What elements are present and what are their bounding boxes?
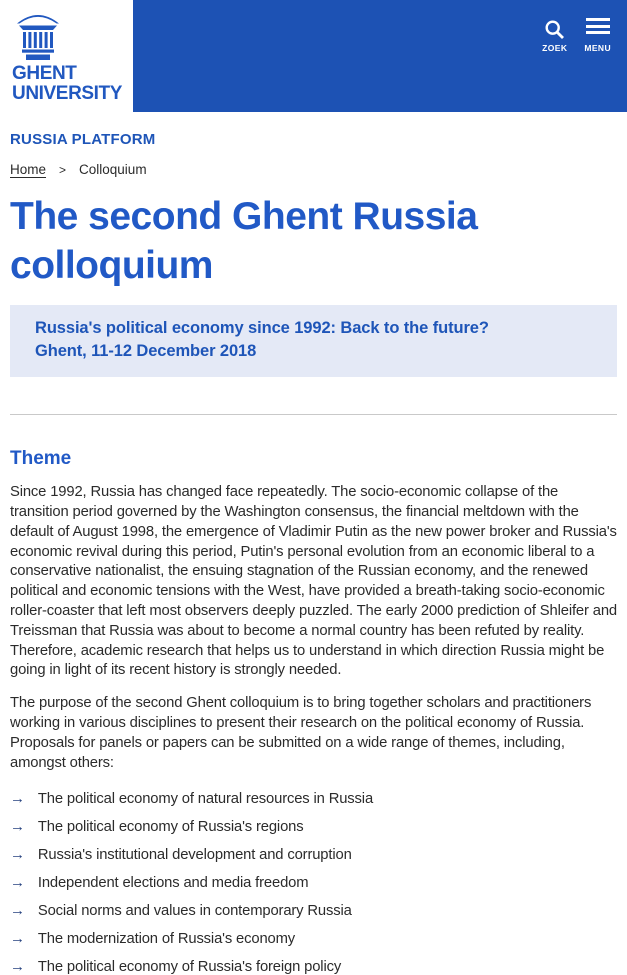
arrow-right-icon: → <box>10 846 25 864</box>
breadcrumb <box>10 162 617 177</box>
arrow-right-icon: → <box>10 958 25 975</box>
list-item <box>10 790 617 807</box>
list-item <box>10 958 617 975</box>
university-temple-icon <box>12 8 64 60</box>
search-label: ZOEK <box>542 43 568 53</box>
theme-paragraph-2: The purpose of the second Ghent colloquium is to bring together scholars and practitioners working in various disciplines to present their research on the political economy of Russia. Proposals for panels or papers can be submitted on a wide range of themes, including, amongst others: <box>10 695 592 771</box>
breadcrumb-home-link[interactable]: Home <box>10 162 47 177</box>
menu-button[interactable] <box>584 18 611 53</box>
header-actions <box>542 18 611 53</box>
list-item-label: Independent elections and media freedom <box>37 875 309 892</box>
arrow-right-icon: → <box>10 930 25 948</box>
list-item-label: The political economy of Russia's foreign policy <box>37 959 342 975</box>
list-item-label: Russia's institutional development and corruption <box>37 847 352 864</box>
list-item-label: The political economy of natural resources in Russia <box>37 791 374 808</box>
arrow-right-icon: → <box>10 818 25 836</box>
menu-label: MENU <box>584 43 611 53</box>
breadcrumb-separator-icon: > <box>59 162 67 177</box>
ghent-university-logo[interactable] <box>0 0 133 112</box>
list-item-label: Social norms and values in contemporary Russia <box>37 903 352 920</box>
search-button[interactable] <box>542 18 567 53</box>
page-title: The second Ghent Russia colloquium <box>10 195 478 288</box>
event-subtitle: Russia's political economy since 1992: Back to the future? <box>35 319 489 338</box>
arrow-right-icon: → <box>10 874 25 892</box>
arrow-right-icon: → <box>10 790 25 808</box>
theme-topics-list <box>10 790 617 975</box>
platform-title-link[interactable]: RUSSIA PLATFORM <box>10 131 156 148</box>
list-item <box>10 874 617 891</box>
list-item-label: The political economy of Russia's regions <box>37 819 304 836</box>
header-blue-bar <box>133 0 627 112</box>
logo-line-2: UNIVERSITY <box>12 83 123 104</box>
theme-paragraph-1: Since 1992, Russia has changed face repeatedly. The socio-economic collapse of the transition period governed by the Washington consensus, the financial meltdown with the default of August 1998, the emergence of Vladimir Putin as the new power broker and Russia's economic revival during this period, Putin's personal evolution from an economic liberal to a conservative nationalist, the ensuing stagnation of the Russian economy, and the renewed political and economic tensions with the West, have provided a breath-taking socio-economic roller-coaster that left most observers deeply puzzled. The early 2000 prediction of Shleifer and Treissman that Russia was about to become a normal country has been refuted by reality. Therefore, academic research that helps us to understand in which direction Russia might be going in light of its recent history is strongly needed. <box>10 484 617 679</box>
event-highlight-box <box>10 305 617 377</box>
site-header <box>0 0 627 112</box>
list-item <box>10 846 617 863</box>
search-icon <box>544 18 565 40</box>
list-item <box>10 818 617 835</box>
event-date-location: Ghent, 11-12 December 2018 <box>35 342 257 361</box>
main-content <box>0 112 627 975</box>
list-item <box>10 902 617 919</box>
list-item <box>10 930 617 947</box>
arrow-right-icon: → <box>10 902 25 920</box>
list-item-label: The modernization of Russia's economy <box>37 931 296 948</box>
logo-wordmark <box>12 64 133 104</box>
breadcrumb-current: Colloquium <box>79 162 147 177</box>
menu-icon <box>586 18 610 40</box>
theme-heading: Theme <box>10 448 72 470</box>
logo-line-1: GHENT <box>12 63 77 84</box>
section-divider <box>10 414 617 415</box>
